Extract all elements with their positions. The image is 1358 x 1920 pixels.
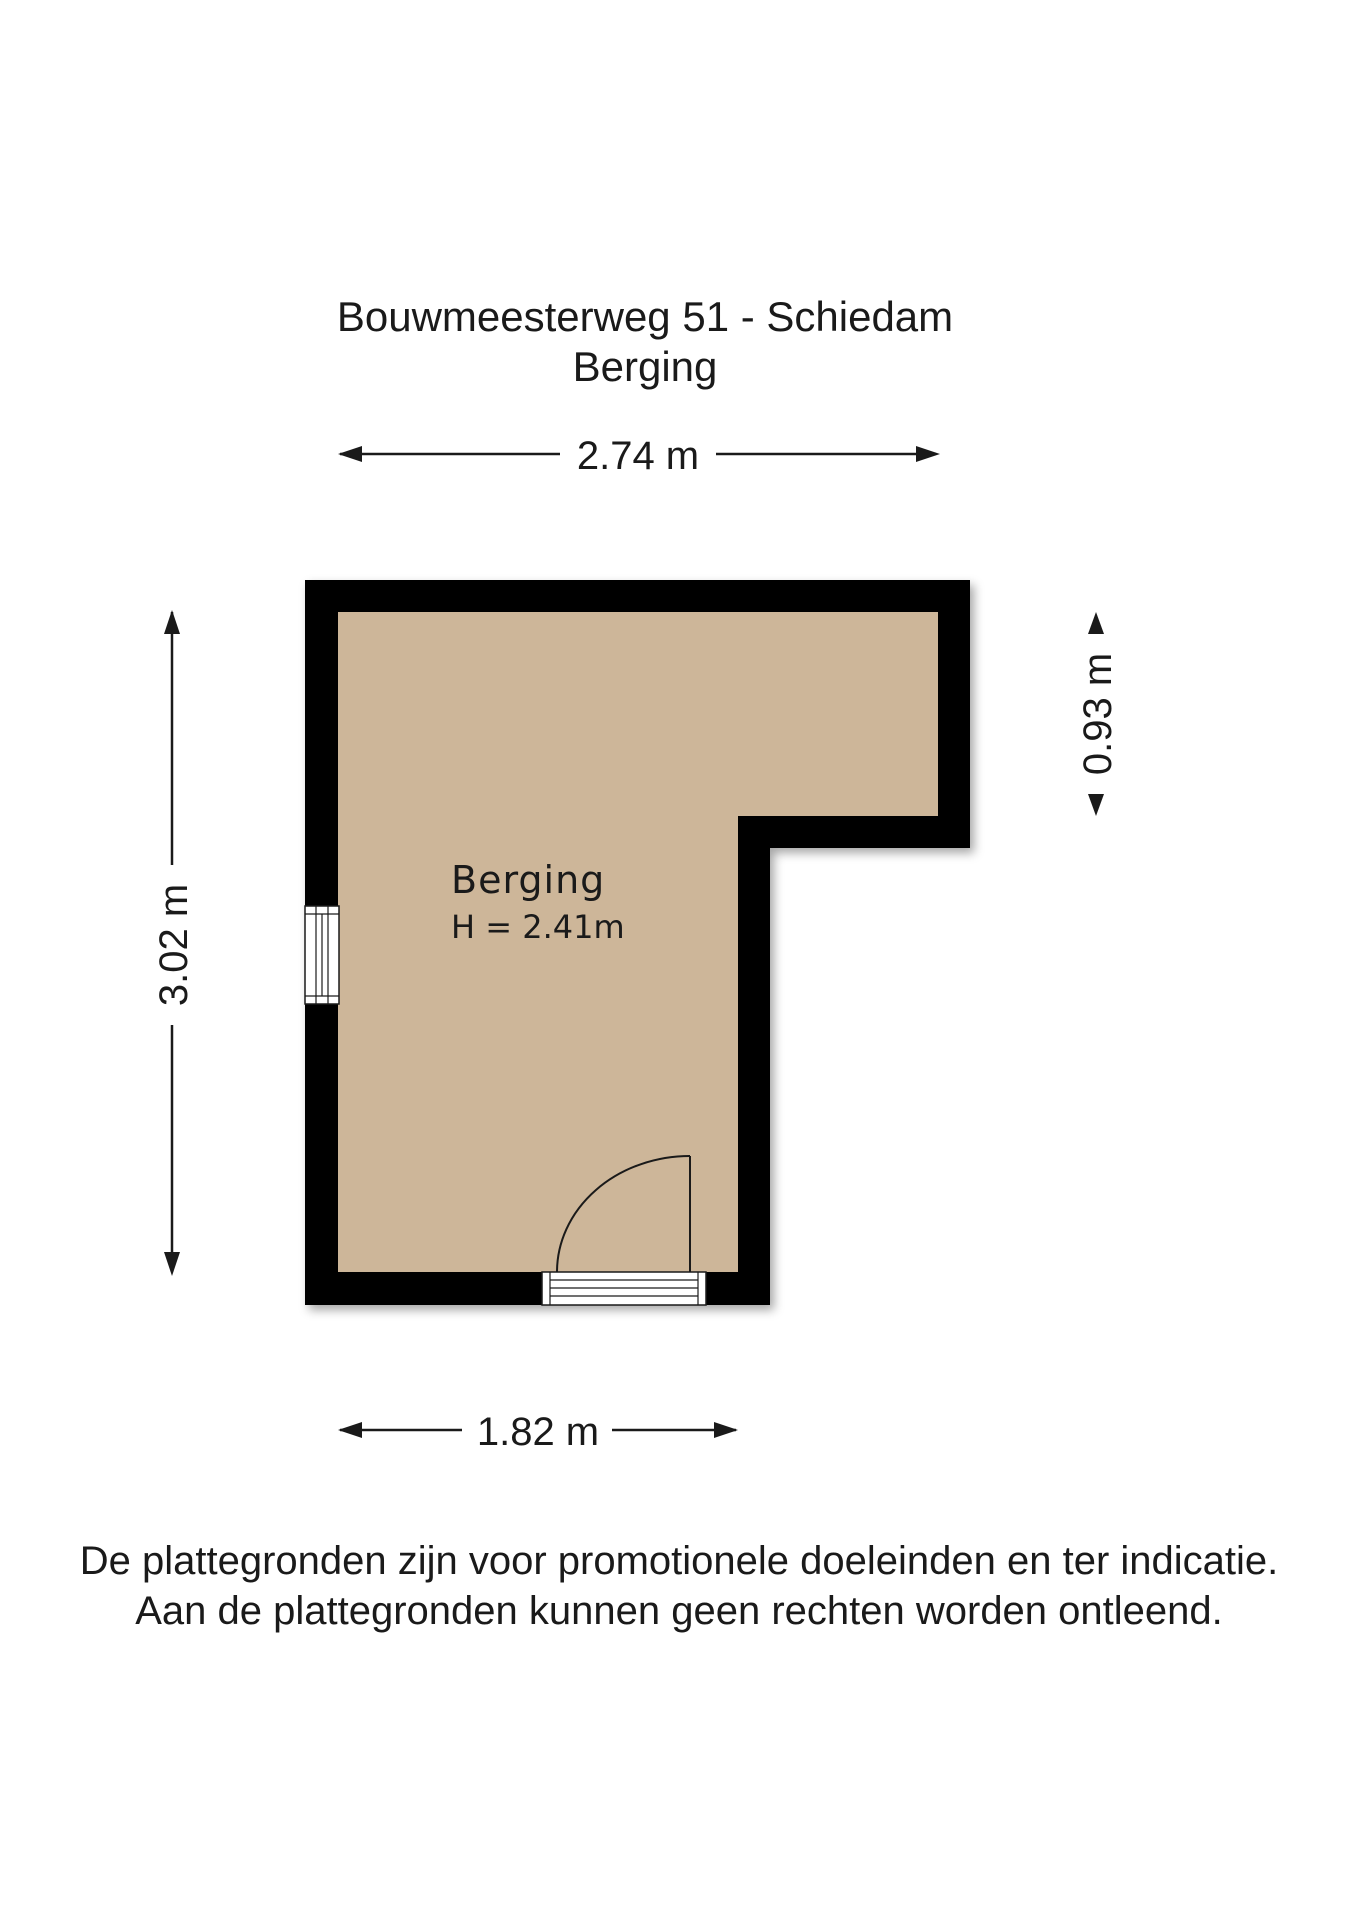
dimension-top (338, 434, 940, 478)
room-height: H = 2.41m (451, 908, 625, 946)
dimension-bottom-label: 1.82 m (476, 1410, 600, 1454)
disclaimer-line-2: Aan de plattegronden kunnen geen rechten worden ontleend. (135, 1589, 1223, 1633)
disclaimer (0, 1536, 1358, 1636)
disclaimer-line-1: De plattegronden zijn voor promotionele doeleinden en ter indicatie. (79, 1539, 1279, 1583)
plan-floor-name: Berging (572, 343, 718, 390)
dimension-right (1076, 612, 1120, 816)
dimension-left-label: 3.02 m (152, 883, 196, 1007)
dimension-right-label: 0.93 m (1076, 652, 1120, 776)
dimension-bottom (338, 1410, 738, 1454)
dimension-left (152, 610, 196, 1276)
room-name: Berging (451, 858, 606, 902)
plan-address: Bouwmeesterweg 51 - Schiedam (336, 293, 954, 340)
room-floor (338, 612, 938, 1272)
dimension-top-label: 2.74 m (576, 434, 700, 478)
window (305, 906, 339, 1004)
